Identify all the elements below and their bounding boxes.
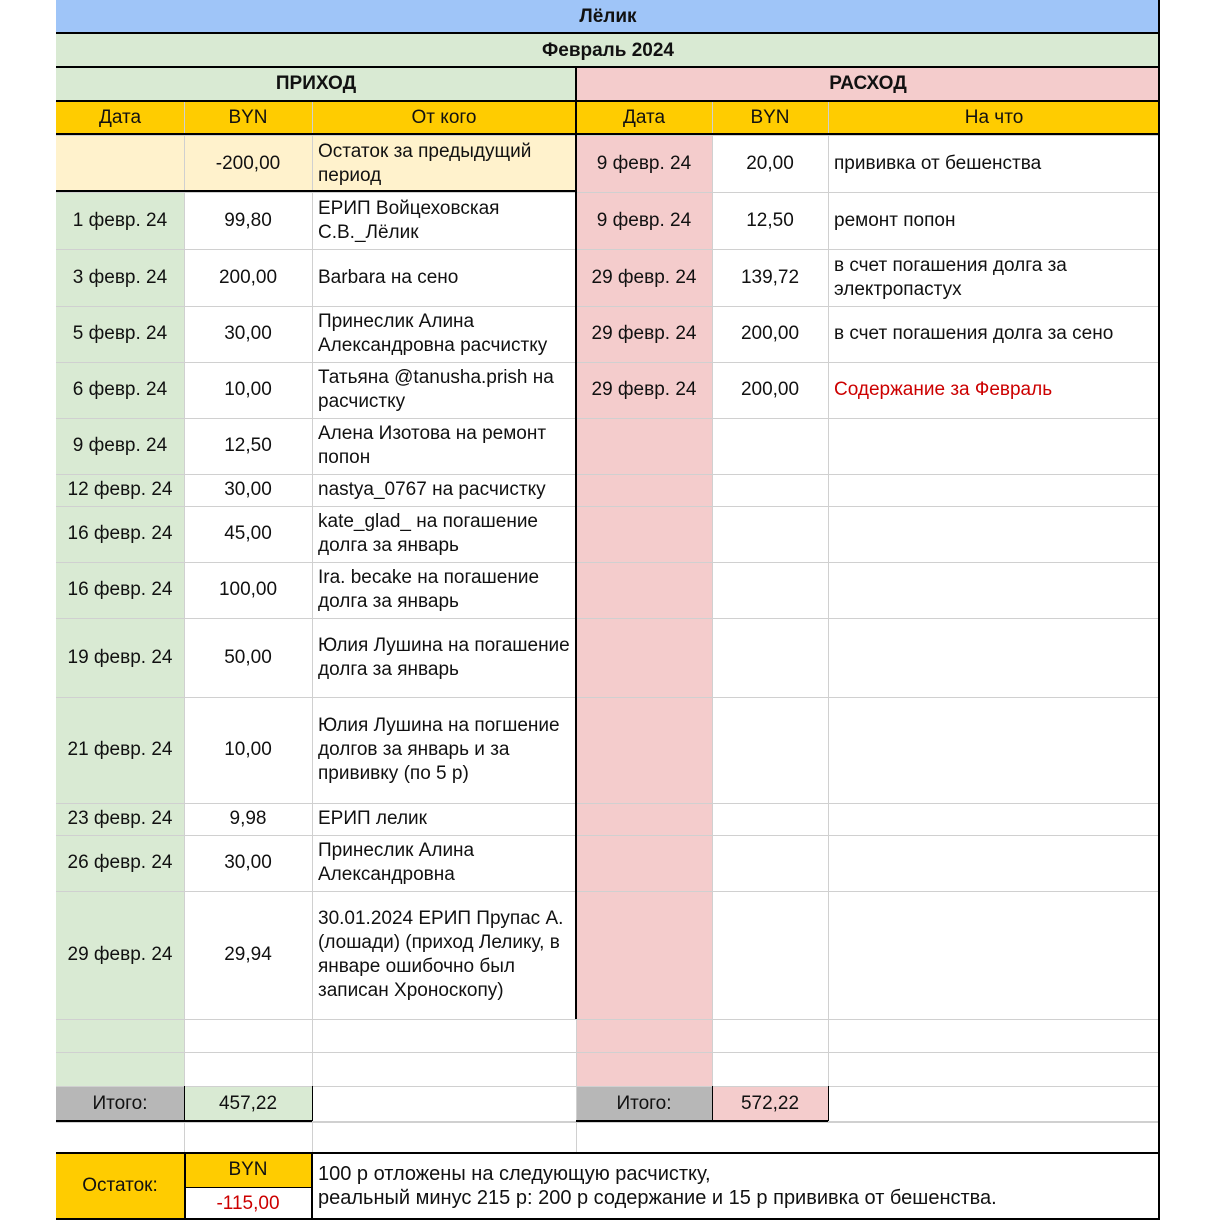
income-row-date[interactable]: 23 февр. 24 bbox=[56, 803, 184, 835]
expense-row-amount[interactable] bbox=[712, 1019, 828, 1052]
expense-row-date[interactable]: 29 февр. 24 bbox=[576, 362, 712, 418]
income-row-from[interactable]: Ira. becake на погашение долга за январь bbox=[318, 567, 540, 612]
income-row-amount[interactable]: 100,00 bbox=[218, 579, 278, 600]
expense-row-date[interactable] bbox=[576, 803, 712, 835]
expense-row-date[interactable] bbox=[576, 618, 712, 697]
expense-row-amount[interactable] bbox=[712, 1052, 828, 1086]
col-divider bbox=[312, 101, 313, 1121]
expense-row-date[interactable] bbox=[576, 835, 712, 891]
row-divider bbox=[56, 418, 1160, 419]
expense-row-amount[interactable] bbox=[712, 803, 828, 835]
income-row-amount[interactable]: 9,98 bbox=[229, 808, 267, 829]
income-row-amount[interactable]: 29,94 bbox=[224, 944, 272, 965]
expense-row-what[interactable] bbox=[828, 891, 1160, 1019]
income-row-from[interactable]: Принеслик Алина Александровна расчистку bbox=[318, 311, 548, 356]
expense-row-amount[interactable] bbox=[712, 835, 828, 891]
income-row-amount[interactable]: 10,00 bbox=[224, 379, 272, 400]
income-row-amount[interactable]: 30,00 bbox=[224, 323, 272, 344]
expense-header: РАСХОД bbox=[576, 67, 1160, 101]
expense-row-date[interactable] bbox=[576, 562, 712, 618]
income-row-date[interactable] bbox=[56, 135, 184, 192]
income-row-date[interactable]: 29 февр. 24 bbox=[56, 891, 184, 1019]
income-row-date[interactable]: 1 февр. 24 bbox=[56, 192, 184, 249]
income-row-from[interactable]: ЕРИП Войцеховская С.В._Лёлик bbox=[318, 197, 500, 243]
expense-row-date[interactable] bbox=[576, 506, 712, 562]
expense-row-amount[interactable] bbox=[712, 562, 828, 618]
expense-row-what[interactable] bbox=[828, 803, 1160, 835]
income-row-date[interactable]: 26 февр. 24 bbox=[56, 835, 184, 891]
expense-row-date[interactable] bbox=[576, 474, 712, 506]
balance-note-line2: реальный минус 215 р: 200 р содержание и 15 р прививка от бешенства. bbox=[318, 1187, 997, 1209]
expense-row-what[interactable]: ремонт попон bbox=[834, 209, 956, 231]
border bbox=[712, 1086, 713, 1121]
income-row-from[interactable]: Алена Изотова на ремонт попон bbox=[318, 423, 547, 468]
col-divider bbox=[576, 1121, 577, 1152]
border bbox=[575, 135, 577, 192]
expense-row-date[interactable]: 29 февр. 24 bbox=[576, 306, 712, 362]
border bbox=[576, 1120, 828, 1122]
expense-row-what[interactable] bbox=[828, 835, 1160, 891]
row-divider bbox=[56, 135, 1160, 136]
expense-row-date[interactable] bbox=[576, 1052, 712, 1086]
col-divider bbox=[184, 101, 185, 1121]
expense-row-date[interactable] bbox=[576, 418, 712, 474]
expense-row-what[interactable] bbox=[828, 418, 1160, 474]
income-total-value: 457,22 bbox=[184, 1086, 312, 1121]
income-row-amount[interactable]: 99,80 bbox=[224, 209, 272, 231]
row-divider bbox=[56, 618, 1160, 619]
expense-row-what[interactable] bbox=[828, 697, 1160, 803]
income-row-from[interactable]: 30.01.2024 ЕРИП Прупас А. (лошади) (приход Лелику, в январе ошибочно был записан Хроноскопу) bbox=[318, 908, 564, 1001]
income-row-amount[interactable] bbox=[184, 1052, 312, 1086]
income-row-date[interactable] bbox=[56, 1019, 184, 1052]
income-row-amount[interactable] bbox=[184, 1019, 312, 1052]
expense-row-what[interactable] bbox=[828, 1052, 1160, 1086]
expense-row-date[interactable]: 29 февр. 24 bbox=[576, 249, 712, 306]
expense-row-what[interactable]: прививка от бешенства bbox=[834, 152, 1042, 174]
expense-row-what[interactable] bbox=[828, 506, 1160, 562]
income-row-amount[interactable]: 12,50 bbox=[224, 435, 272, 456]
income-row-amount[interactable]: 30,00 bbox=[224, 479, 272, 500]
border bbox=[184, 1086, 185, 1121]
income-row-date[interactable]: 16 февр. 24 bbox=[56, 562, 184, 618]
income-row-from[interactable]: Остаток за предыдущий период bbox=[312, 135, 576, 192]
income-row-from[interactable]: Юлия Лушина на погшение долгов за январь и за прививку (по 5 р) bbox=[318, 715, 560, 784]
income-row-date[interactable]: 12 февр. 24 bbox=[56, 474, 184, 506]
col-divider bbox=[712, 101, 713, 1121]
border bbox=[56, 1120, 312, 1122]
income-row-date[interactable]: 21 февр. 24 bbox=[56, 697, 184, 803]
expense-row-amount[interactable]: 20,00 bbox=[746, 152, 794, 174]
expense-row-amount[interactable]: 12,50 bbox=[746, 209, 794, 231]
row-divider bbox=[56, 306, 1160, 307]
income-row-from[interactable] bbox=[312, 1052, 576, 1086]
border bbox=[184, 1187, 312, 1188]
border bbox=[56, 66, 1160, 68]
income-col-from-header: От кого bbox=[312, 101, 576, 135]
border bbox=[312, 1086, 313, 1121]
income-row-from[interactable]: Barbara на сено bbox=[318, 266, 459, 288]
row-divider bbox=[56, 1086, 1160, 1087]
border bbox=[575, 67, 577, 135]
expense-row-amount[interactable] bbox=[712, 618, 828, 697]
row-divider bbox=[56, 1052, 1160, 1053]
expense-row-what[interactable]: в счет погашения долга за сено bbox=[834, 323, 1114, 344]
border bbox=[56, 1152, 1160, 1154]
income-row-date[interactable]: 3 февр. 24 bbox=[56, 249, 184, 306]
income-row-from[interactable]: kate_glad_ на погашение долга за январь bbox=[318, 511, 539, 556]
border bbox=[56, 32, 1160, 34]
row-divider bbox=[56, 506, 1160, 507]
expense-row-amount[interactable] bbox=[712, 697, 828, 803]
balance-label: Остаток: bbox=[56, 1152, 184, 1220]
income-row-date[interactable]: 6 февр. 24 bbox=[56, 362, 184, 418]
income-row-from[interactable]: Татьяна @tanusha.prish на расчистку bbox=[318, 367, 554, 412]
row-divider bbox=[56, 1019, 1160, 1020]
income-row-amount[interactable]: 30,00 bbox=[224, 852, 272, 873]
expense-row-what[interactable] bbox=[828, 474, 1160, 506]
expense-total-value: 572,22 bbox=[712, 1086, 828, 1121]
row-divider bbox=[56, 697, 1160, 698]
expense-row-amount[interactable] bbox=[712, 506, 828, 562]
expense-row-date[interactable] bbox=[576, 697, 712, 803]
month-title: Февраль 2024 bbox=[56, 34, 1160, 67]
income-row-date[interactable]: 16 февр. 24 bbox=[56, 506, 184, 562]
border bbox=[1158, 0, 1160, 1220]
expense-row-amount[interactable]: 200,00 bbox=[740, 323, 800, 344]
row-divider bbox=[56, 474, 1160, 475]
expense-row-date[interactable]: 9 февр. 24 bbox=[576, 192, 712, 249]
expense-total-label: Итого: bbox=[576, 1086, 712, 1121]
balance-value: -115,00 bbox=[216, 1192, 280, 1214]
expense-col-date-header: Дата bbox=[576, 101, 712, 135]
col-divider bbox=[828, 101, 829, 1121]
income-row-from[interactable]: Принеслик Алина Александровна bbox=[318, 840, 475, 885]
border bbox=[575, 192, 577, 1019]
row-divider bbox=[56, 835, 1160, 836]
expense-row-what[interactable]: в счет погашения долга за электропастух bbox=[834, 254, 1067, 300]
income-row-date[interactable] bbox=[56, 1052, 184, 1086]
income-row-from[interactable] bbox=[312, 1019, 576, 1052]
income-total-label: Итого: bbox=[56, 1086, 184, 1121]
expense-row-what[interactable] bbox=[828, 1019, 1160, 1052]
row-divider bbox=[56, 192, 1160, 193]
income-row-amount[interactable]: 50,00 bbox=[224, 646, 272, 668]
col-divider bbox=[312, 1121, 313, 1152]
border bbox=[311, 1152, 313, 1220]
expense-row-date[interactable]: 9 февр. 24 bbox=[576, 135, 712, 192]
income-row-date[interactable]: 9 февр. 24 bbox=[56, 418, 184, 474]
expense-row-date[interactable] bbox=[576, 1019, 712, 1052]
income-row-from[interactable]: Юлия Лушина на погашение долга за январь bbox=[318, 634, 570, 680]
spreadsheet bbox=[56, 0, 1160, 1220]
income-row-from[interactable]: nastya_0767 на расчистку bbox=[318, 479, 546, 500]
income-row-amount[interactable]: 200,00 bbox=[218, 266, 278, 288]
income-row-date[interactable]: 5 февр. 24 bbox=[56, 306, 184, 362]
col-divider bbox=[184, 1121, 185, 1152]
expense-row-what[interactable] bbox=[828, 618, 1160, 697]
row-divider bbox=[56, 891, 1160, 892]
balance-note bbox=[312, 1152, 1160, 1220]
row-divider bbox=[56, 249, 1160, 250]
border bbox=[184, 1152, 186, 1220]
income-row-from[interactable]: ЕРИП лелик bbox=[318, 808, 427, 829]
expense-row-date[interactable] bbox=[576, 891, 712, 1019]
income-row-date[interactable]: 19 февр. 24 bbox=[56, 618, 184, 697]
sheet-title: Лёлик bbox=[56, 0, 1160, 34]
row-divider bbox=[56, 1122, 1160, 1123]
expense-row-what[interactable]: Содержание за Февраль bbox=[834, 379, 1053, 400]
income-row-amount[interactable]: 45,00 bbox=[224, 523, 272, 544]
row-divider bbox=[56, 803, 1160, 804]
balance-note-line1: 100 р отложены на следующую расчистку, bbox=[318, 1163, 711, 1185]
expense-row-amount[interactable]: 200,00 bbox=[740, 379, 800, 400]
income-row-amount[interactable]: 10,00 bbox=[224, 739, 272, 760]
border bbox=[56, 190, 576, 192]
border bbox=[56, 133, 1160, 135]
row-divider bbox=[56, 362, 1160, 363]
row-divider bbox=[56, 562, 1160, 563]
expense-row-amount[interactable]: 139,72 bbox=[740, 266, 800, 288]
border bbox=[56, 100, 1160, 102]
expense-row-what[interactable] bbox=[828, 562, 1160, 618]
expense-col-amount-header: BYN bbox=[712, 101, 828, 135]
border bbox=[828, 1086, 829, 1121]
income-col-amount-header: BYN bbox=[184, 101, 312, 135]
expense-col-what-header: На что bbox=[828, 101, 1160, 135]
income-col-date-header: Дата bbox=[56, 101, 184, 135]
expense-row-amount[interactable] bbox=[712, 474, 828, 506]
income-header: ПРИХОД bbox=[56, 67, 576, 101]
expense-row-amount[interactable] bbox=[712, 418, 828, 474]
income-total-blank bbox=[312, 1086, 576, 1121]
balance-currency: BYN bbox=[184, 1152, 312, 1187]
expense-row-amount[interactable] bbox=[712, 891, 828, 1019]
income-row-amount[interactable]: -200,00 bbox=[184, 135, 312, 192]
